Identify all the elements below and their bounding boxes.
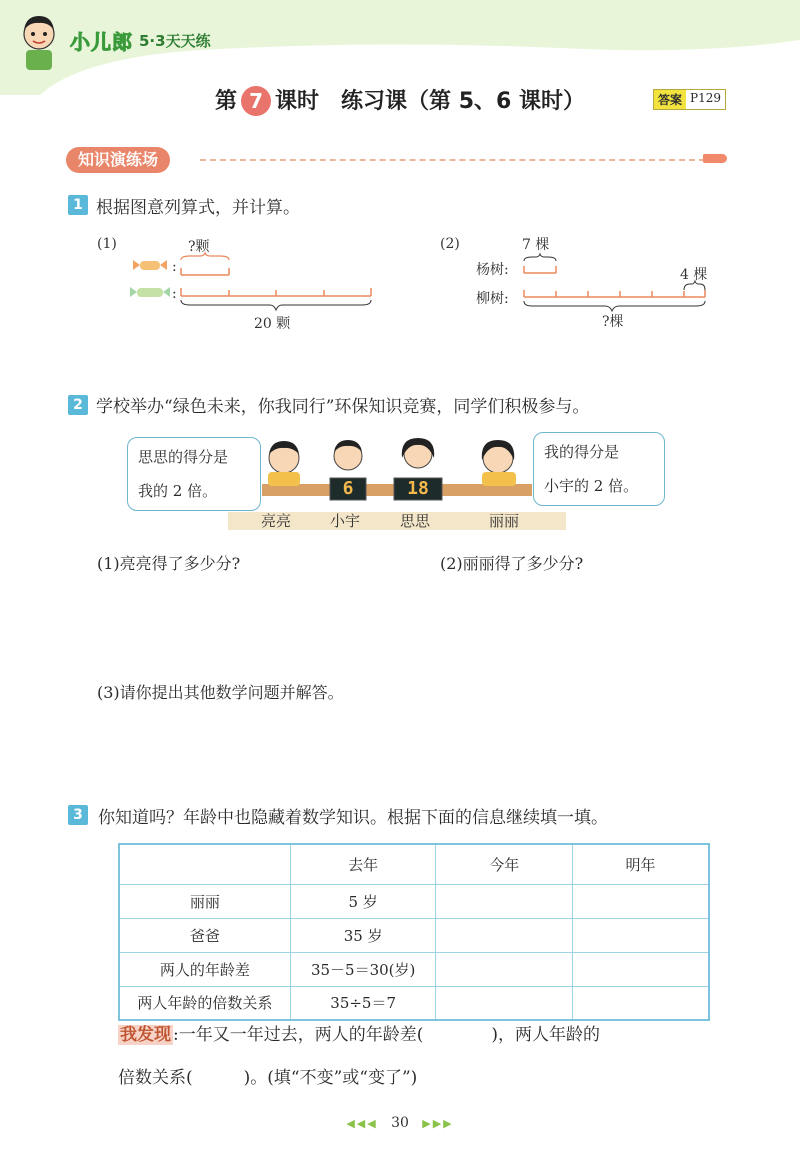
table-row	[119, 986, 709, 1020]
table-cell-blank[interactable]	[572, 884, 709, 918]
brand	[70, 26, 211, 55]
question-2-text: 学校举办“绿色未来，你我同行”环保知识竞赛，同学们积极参与。	[96, 397, 590, 417]
q2-sub2: (2)丽丽得了多少分?	[440, 554, 584, 573]
q2-sub3: (3)请你提出其他数学问题并解答。	[97, 683, 344, 702]
question-3-text: 你知道吗？年龄中也隐藏着数学知识。根据下面的信息继续填一填。	[98, 808, 608, 828]
name-xiaoyu: 小宇	[330, 512, 361, 530]
q1-part1-colon-1: :	[172, 259, 177, 275]
q1-part2-row1-label: 杨树:	[476, 262, 509, 278]
table-cell-blank[interactable]	[572, 986, 709, 1020]
q1-part2-bottom-label: ?棵	[602, 314, 624, 330]
brand-logo: 小儿郎	[70, 30, 133, 54]
name-liangliang: 亮亮	[261, 512, 292, 530]
discover-text-1: :一年又一年过去，两人的年龄差( )，两人年龄的	[173, 1025, 600, 1045]
question-1-text: 根据图意列算式，并计算。	[96, 198, 300, 218]
bubble-left-line2: 我的 2 倍。	[138, 482, 218, 500]
lesson-number-badge: 7	[241, 86, 271, 116]
table-cell: 两人的年龄差	[119, 952, 290, 986]
q1-part1-label: (1)	[97, 236, 117, 252]
q2-sub1: (1)亮亮得了多少分?	[97, 554, 241, 573]
candy-icon	[130, 287, 170, 297]
table-header-row	[119, 844, 709, 884]
left-arrows-icon: ◀◀◀	[346, 1117, 378, 1130]
bubble-left-line1: 思思的得分是	[138, 448, 229, 466]
table-cell-blank[interactable]	[436, 918, 573, 952]
discover-text-2: 倍数关系( )。(填“不变”或“变了”)	[118, 1068, 418, 1088]
question-number-2: 2	[68, 395, 88, 415]
bubble-right-line1: 我的得分是	[544, 443, 620, 461]
discover-label: 我发现	[120, 1025, 171, 1045]
q1-part1-colon-2: :	[172, 286, 177, 302]
pencil-icon	[703, 154, 727, 163]
mascot-icon	[12, 10, 66, 72]
q1-part2-diagram	[520, 250, 720, 320]
q1-part1-bottom-label: 20 颗	[254, 316, 291, 332]
candy-icon	[133, 260, 167, 270]
bubble-right-line2: 小宇的 2 倍。	[544, 477, 639, 495]
table-cell-blank[interactable]	[436, 986, 573, 1020]
contestants-illustration	[262, 432, 532, 514]
table-cell: 5 岁	[290, 884, 436, 918]
q1-part2-top-label: 7 棵	[522, 237, 550, 253]
table-row	[119, 884, 709, 918]
answer-page: P129	[686, 90, 725, 109]
kid-liangliang	[268, 441, 300, 486]
table-header-cell: 明年	[572, 844, 709, 884]
section-title: 知识演练场	[66, 147, 170, 173]
table-header-cell	[119, 844, 290, 884]
table-cell: 35÷5＝7	[290, 986, 436, 1020]
question-number-3: 3	[68, 805, 88, 825]
table-cell: 35 岁	[290, 918, 436, 952]
discover-line-1	[118, 1020, 600, 1045]
table-cell-blank[interactable]	[436, 884, 573, 918]
table-cell-blank[interactable]	[572, 952, 709, 986]
lesson-prefix: 第	[215, 89, 238, 114]
table-cell: 爸爸	[119, 918, 290, 952]
question-number-1: 1	[68, 195, 88, 215]
age-table	[118, 843, 710, 1021]
table-header-cell: 今年	[436, 844, 573, 884]
table-cell: 丽丽	[119, 884, 290, 918]
name-lili: 丽丽	[489, 512, 520, 530]
table-cell-blank[interactable]	[436, 952, 573, 986]
q1-part1-top-label: ?颗	[188, 239, 210, 255]
name-sisi: 思思	[400, 512, 431, 530]
table-row	[119, 918, 709, 952]
brand-subtitle: 5·3天天练	[139, 32, 211, 50]
q1-part2-extra-label: 4 棵	[680, 267, 708, 283]
section-divider	[200, 159, 705, 161]
speech-bubble-right	[533, 432, 665, 506]
table-cell: 两人年龄的倍数关系	[119, 986, 290, 1020]
answer-label: 答案	[654, 90, 686, 109]
table-cell-blank[interactable]	[572, 918, 709, 952]
table-row	[119, 952, 709, 986]
q1-part2-row2-label: 柳树:	[476, 291, 509, 307]
score-display-sisi: 18	[407, 478, 429, 499]
lesson-suffix: 课时 练习课（第 5、6 课时）	[275, 89, 585, 114]
speech-bubble-left	[127, 437, 261, 511]
page-number: 30	[391, 1115, 409, 1131]
q1-part1-diagram	[130, 250, 390, 320]
right-arrows-icon: ▶▶▶	[422, 1117, 454, 1130]
kid-lili	[482, 440, 516, 486]
page-footer	[0, 1115, 800, 1131]
table-cell: 35－5＝30(岁)	[290, 952, 436, 986]
answer-tag	[653, 89, 726, 110]
table-header-cell: 去年	[290, 844, 436, 884]
score-display-xiaoyu: 6	[342, 478, 354, 499]
q1-part2-label: (2)	[440, 236, 460, 252]
